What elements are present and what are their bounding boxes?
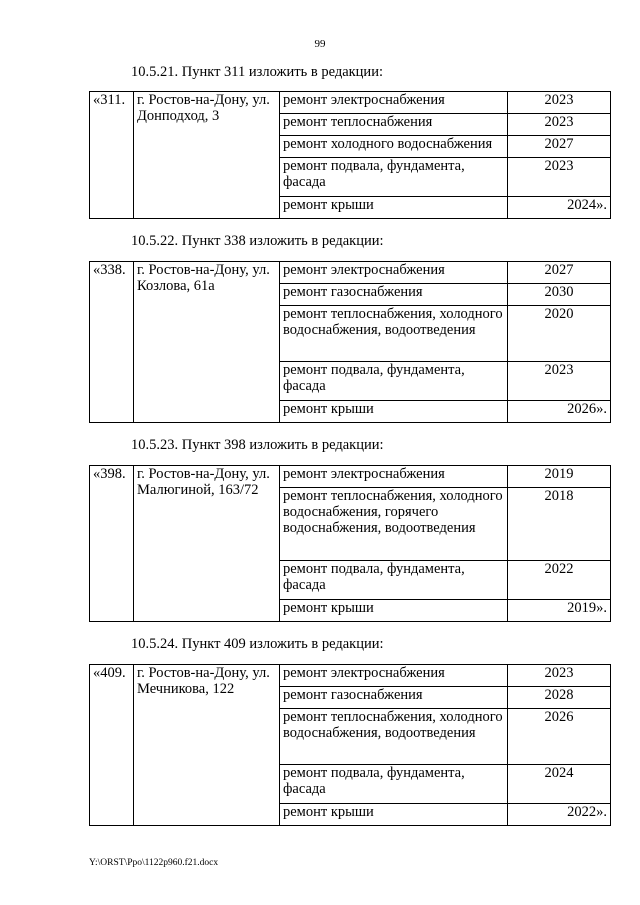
year-cell: 2018 [508, 488, 611, 561]
section-title: 10.5.22. Пункт 338 изложить в редакции: [131, 233, 384, 249]
section-table [89, 465, 611, 622]
year-cell: 2023 [508, 114, 611, 136]
year-cell: 2027 [508, 136, 611, 158]
year-cell: 2019 [508, 466, 611, 488]
year-cell: 2024 [508, 765, 611, 804]
work-cell: ремонт электроснабжения [280, 262, 508, 284]
year-cell: 2023 [508, 92, 611, 114]
work-cell: ремонт подвала, фундамента, фасада [280, 362, 508, 401]
work-cell: ремонт теплоснабжения, холодного водоснабжения, водоотведения [280, 306, 508, 362]
year-cell: 2024». [508, 197, 611, 219]
work-cell: ремонт подвала, фундамента, фасада [280, 158, 508, 197]
work-cell: ремонт крыши [280, 804, 508, 826]
work-cell: ремонт теплоснабжения, холодного водоснабжения, горячего водоснабжения, водоотведения [280, 488, 508, 561]
section-table [89, 261, 611, 423]
work-cell: ремонт теплоснабжения [280, 114, 508, 136]
work-cell: ремонт крыши [280, 197, 508, 219]
work-cell: ремонт электроснабжения [280, 92, 508, 114]
work-cell: ремонт холодного водоснабжения [280, 136, 508, 158]
section-table [89, 91, 611, 219]
section-title: 10.5.24. Пункт 409 изложить в редакции: [131, 636, 384, 652]
year-cell: 2023 [508, 665, 611, 687]
year-cell: 2019». [508, 600, 611, 622]
page-number: 99 [314, 38, 326, 50]
year-cell: 2026 [508, 709, 611, 765]
work-cell: ремонт газоснабжения [280, 284, 508, 306]
work-cell: ремонт крыши [280, 401, 508, 423]
item-number: «338. [90, 262, 134, 423]
section-title: 10.5.23. Пункт 398 изложить в редакции: [131, 437, 384, 453]
work-cell: ремонт подвала, фундамента, фасада [280, 765, 508, 804]
year-cell: 2020 [508, 306, 611, 362]
item-number: «398. [90, 466, 134, 622]
section-table [89, 664, 611, 826]
year-cell: 2022». [508, 804, 611, 826]
year-cell: 2023 [508, 158, 611, 197]
item-number: «311. [90, 92, 134, 219]
section-title: 10.5.21. Пункт 311 изложить в редакции: [131, 64, 383, 80]
year-cell: 2030 [508, 284, 611, 306]
address-cell: г. Ростов-на-Дону, ул. Мечникова, 122 [134, 665, 280, 826]
work-cell: ремонт теплоснабжения, холодного водоснабжения, водоотведения [280, 709, 508, 765]
year-cell: 2026». [508, 401, 611, 423]
item-number: «409. [90, 665, 134, 826]
footer-file-path: Y:\ORST\Ppo\1122p960.f21.docx [89, 858, 219, 868]
address-cell: г. Ростов-на-Дону, ул. Донподход, 3 [134, 92, 280, 219]
year-cell: 2023 [508, 362, 611, 401]
year-cell: 2028 [508, 687, 611, 709]
work-cell: ремонт электроснабжения [280, 466, 508, 488]
year-cell: 2022 [508, 561, 611, 600]
year-cell: 2027 [508, 262, 611, 284]
work-cell: ремонт газоснабжения [280, 687, 508, 709]
work-cell: ремонт крыши [280, 600, 508, 622]
work-cell: ремонт подвала, фундамента, фасада [280, 561, 508, 600]
work-cell: ремонт электроснабжения [280, 665, 508, 687]
address-cell: г. Ростов-на-Дону, ул. Козлова, 61а [134, 262, 280, 423]
address-cell: г. Ростов-на-Дону, ул. Малюгиной, 163/72 [134, 466, 280, 622]
